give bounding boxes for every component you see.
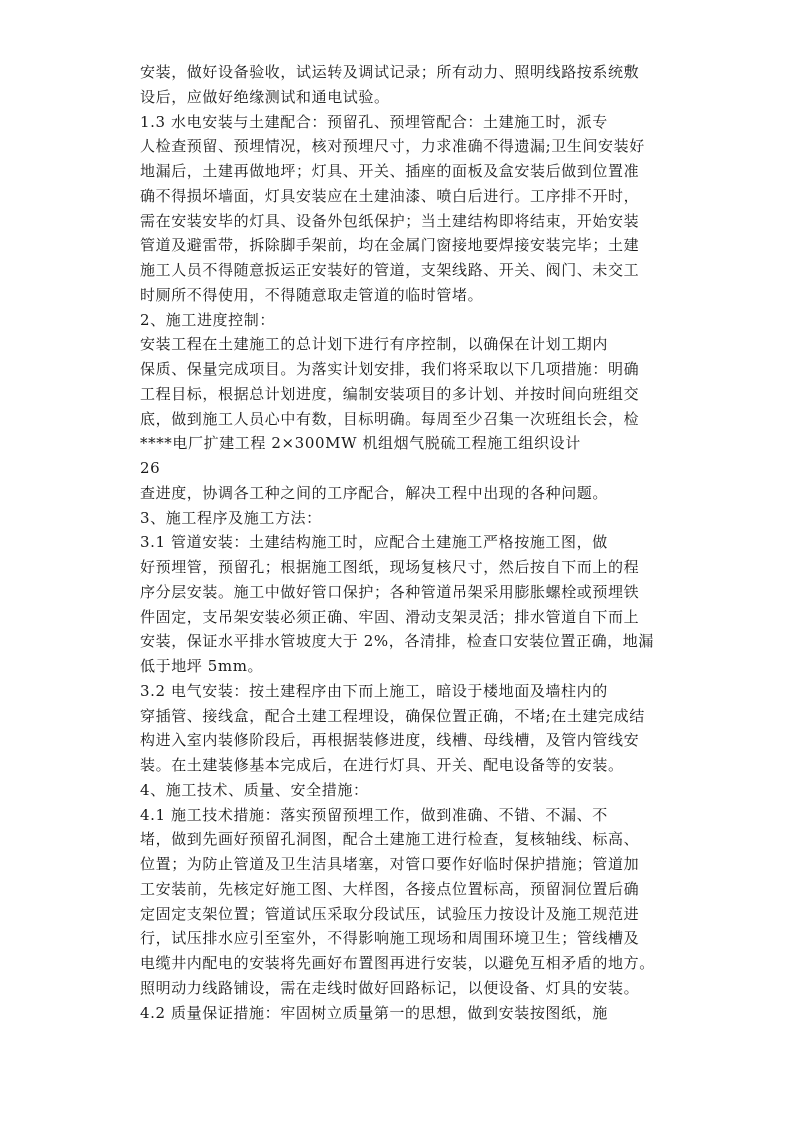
text-line: 序分层安装。施工中做好管口保护；各种管道吊架采用膨胀螺栓或预埋铁 [140,582,640,601]
text-line: 工程目标，根据总计划进度，编制安装项目的多计划、并按时间向班组交 [140,384,640,403]
text-line: 26 [140,459,161,477]
text-line: 低于地坪 5mm。 [140,657,264,675]
text-line: ****电厂扩建工程 2×300MW 机组烟气脱硫工程施工组织设计 [140,434,581,453]
text-line: 查进度，协调各工种之间的工序配合，解决工程中出现的各种问题。 [140,483,609,502]
text-line: 安装，保证水平排水管坡度大于 2%，各清排，检查口安装位置正确，地漏 [140,632,654,651]
text-line: 需在安装安毕的灯具、设备外包纸保护；当土建结构即将结束，开始安装 [140,211,640,230]
text-line: 地漏后，土建再做地坪；灯具、开关、插座的面板及盒安装后做到位置准 [140,162,640,180]
text-line: 照明动力线路铺设，需在走线时做好回路标记，以便设备、灯具的安装。 [140,978,640,997]
text-line: 4、施工技术、质量、安全措施： [140,780,369,799]
text-line: 行，试压排水应引至室外，不得影响施工现场和周围环境卫生；管线槽及 [140,929,640,948]
text-line: 底，做到施工人员心中有数，目标明确。每周至少召集一次班组长会，检 [140,409,640,428]
text-line: 施工人员不得随意扳运正安装好的管道，支架线路、开关、阀门、未交工 [140,261,640,279]
text-line: 安装工程在土建施工的总计划下进行有序控制，以确保在计划工期内 [140,335,609,354]
text-line: 3、施工程序及施工方法： [140,508,322,527]
text-line: 安装，做好设备验收，试运转及调试记录；所有动力、照明线路按系统敷 [140,63,640,81]
text-line: 位置；为防止管道及卫生洁具堵塞，对管口要作好临时保护措施；管道加 [140,855,640,873]
text-line: 堵，做到先画好预留孔洞图，配合土建施工进行检查，复核轴线、标高、 [140,830,640,849]
text-line: 时厕所不得使用，不得随意取走管道的临时管堵。 [140,285,484,304]
text-line: 设后，应做好绝缘测试和通电试验。 [140,87,390,106]
text-line: 4.2 质量保证措施：牢固树立质量第一的思想，做到安装按图纸，施 [140,1003,608,1022]
text-line: 4.1 施工技术措施：落实预留预埋工作，做到准确、不错、不漏、不 [140,805,608,824]
text-line: 工安装前，先核定好施工图、大样图，各接点位置标高，预留洞位置后确 [140,879,640,898]
text-line: 穿插管、接线盒，配合土建工程埋设，确保位置正确，不堵;在土建完成结 [140,706,645,725]
text-line: 3.2 电气安装：按土建程序由下而上施工，暗设于楼地面及墙柱内的 [140,681,608,700]
text-line: 1.3 水电安装与土建配合：预留孔、预埋管配合：土建施工时，派专 [140,112,608,131]
text-line: 构进入室内装修阶段后，再根据装修进度，线槽、母线槽，及管内管线安 [140,731,640,750]
text-line: 人检查预留、预埋情况，核对预埋尺寸，力求准确不得遗漏;卫生间安装好 [140,137,645,156]
text-line: 保质、保量完成项目。为落实计划安排，我们将采取以下几项措施：明确 [140,360,640,378]
text-line: 确不得损坏墙面，灯具安装应在土建油漆、喷白后进行。工序排不开时， [140,186,640,205]
text-line: 电缆井内配电的安装将先画好布置图再进行安装，以避免互相矛盾的地方。 [140,954,655,972]
text-line: 装。在土建装修基本完成后，在进行灯具、开关、配电设备等的安装。 [140,756,624,774]
document-page [140,60,700,1025]
text-line: 管道及避雷带，拆除脚手架前，均在金属门窗接地要焊接安装完毕；土建 [140,236,640,255]
text-line: 件固定，支吊架安装必须正确、牢固、滑动支架灵活；排水管道自下而上 [140,607,640,626]
text-line: 3.1 管道安装：土建结构施工时，应配合土建施工严格按施工图，做 [140,533,608,552]
text-line: 好预埋管，预留孔；根据施工图纸，现场复核尺寸，然后按自下而上的程 [140,558,640,576]
text-line: 2、施工进度控制： [140,310,275,329]
text-line: 定固定支架位置；管道试压采取分段试压，试验压力按设计及施工规范进 [140,904,640,923]
